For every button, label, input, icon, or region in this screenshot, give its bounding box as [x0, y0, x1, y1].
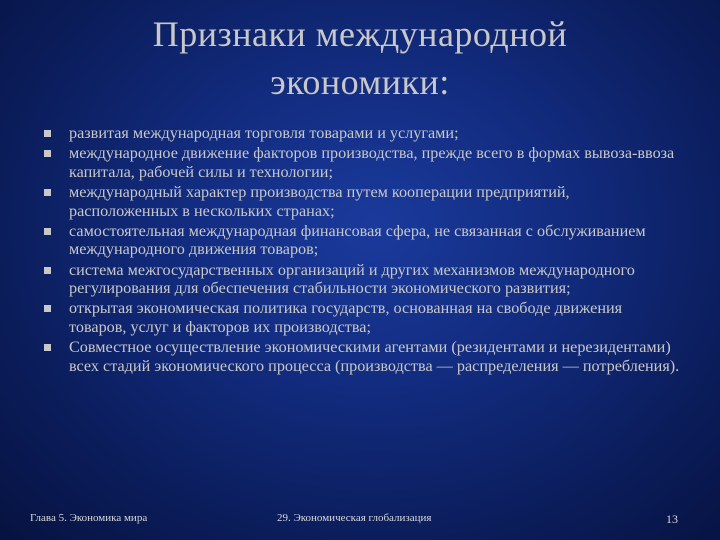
list-item-text: развитая международная торговля товарами и услугами; [69, 124, 459, 142]
footer-chapter: Глава 5. Экономика мира [30, 512, 148, 524]
square-bullet-icon [44, 189, 51, 196]
footer-section: 29. Экономическая глобализация [277, 512, 432, 524]
list-item [42, 261, 682, 298]
list-item-text: международный характер производства путем кооперации предприятий, расположенных в нескольких странах; [69, 182, 570, 220]
list-item-text: открытая экономическая политика государств, основанная на свободе движения товаров, услуг и факторов их производства; [69, 299, 623, 336]
square-bullet-icon [44, 305, 51, 312]
bullet-list [42, 124, 682, 377]
slide-title [60, 10, 660, 106]
list-item [42, 183, 682, 220]
list-item [42, 299, 682, 336]
list-item [42, 144, 682, 181]
list-item-text: международное движение факторов производства, прежде всего в формах вывоза-ввоза капитала, рабочей силы и технологии; [69, 144, 675, 181]
list-item-text: система межгосударственных организаций и других механизмов международного регулирования для обеспечения стабильности экономического развития; [69, 260, 635, 298]
list-item-text: самостоятельная международная финансовая сфера, не связанная с обслуживанием международного движения товаров; [69, 221, 646, 259]
list-item [42, 222, 682, 259]
square-bullet-icon [44, 130, 51, 137]
square-bullet-icon [44, 150, 51, 157]
square-bullet-icon [44, 267, 51, 274]
slide-title-line-1: Признаки международной [152, 14, 568, 54]
list-item [42, 124, 682, 143]
footer-page-number: 13 [666, 512, 678, 526]
square-bullet-icon [44, 344, 51, 351]
slide-title-line-2: экономики: [270, 62, 450, 102]
square-bullet-icon [44, 228, 51, 235]
list-item [42, 338, 682, 375]
list-item-text: Совместное осуществление экономическими агентами (резидентами и нерезидентами) всех стадий экономического процесса (производства — распределения — потребления). [69, 338, 680, 375]
